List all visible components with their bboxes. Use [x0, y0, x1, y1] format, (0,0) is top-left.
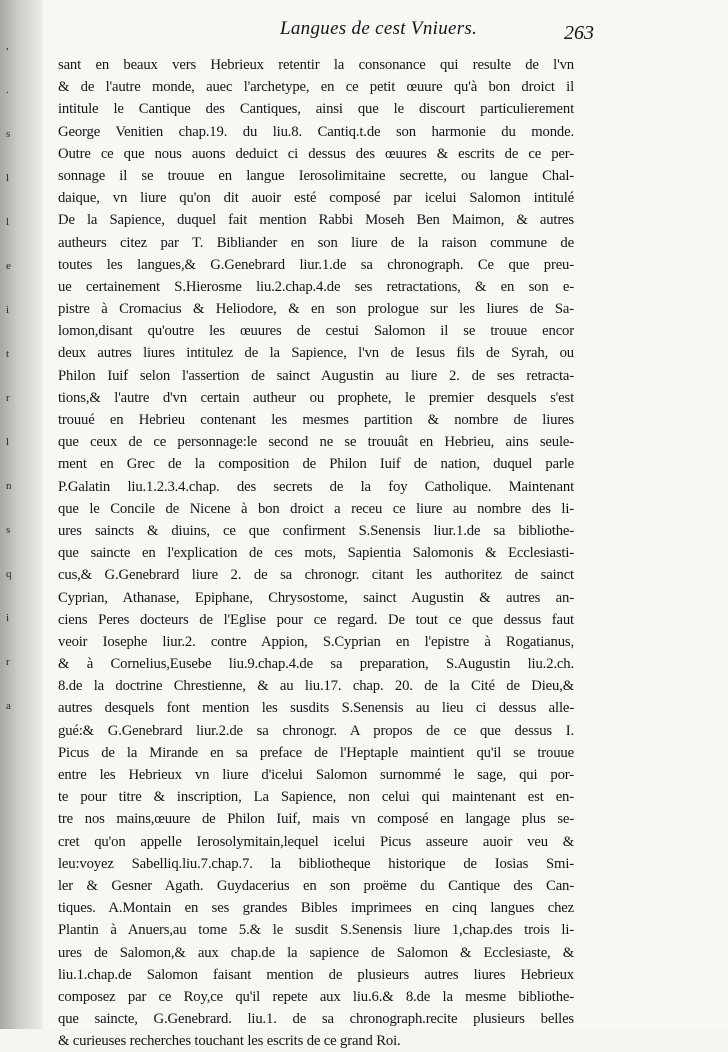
- text-line: [58, 209, 574, 231]
- text-line: [58, 853, 574, 875]
- text-line-content: daique, vn liure qu'on dit auoir esté composé par icelui Salomon intitulé: [58, 190, 574, 207]
- text-line-content: Outre ce que nous auons deduict ci dessus des œuures & escrits de ce per-: [58, 145, 574, 162]
- text-line: [58, 165, 574, 187]
- text-line: [58, 387, 574, 409]
- text-line: [58, 54, 574, 76]
- text-line-content: tre nos mains,œuure de Philon Iuif, mais vn composé en langage plus se-: [58, 811, 574, 828]
- text-line: [58, 831, 574, 853]
- gutter-mark: l: [6, 436, 10, 448]
- text-line-content: P.Galatin liu.1.2.3.4.chap. des secrets de la foy Catholique. Maintenant: [58, 478, 574, 495]
- text-line-content: Plantin à Anuers,au tome 5.& le susdit S.Senensis liure 1,chap.des trois li-: [58, 922, 574, 939]
- text-line: [58, 520, 574, 542]
- text-line: [58, 431, 574, 453]
- text-line-content: cus,& G.Genebrard liure 2. de sa chronogr. citant les authoritez de sainct: [58, 567, 574, 584]
- text-line: [58, 143, 574, 165]
- body-text: [58, 54, 574, 1052]
- text-line: [58, 232, 574, 254]
- text-line: [58, 342, 574, 364]
- text-line: [58, 1030, 574, 1052]
- text-line: [58, 564, 574, 586]
- gutter-mark: ,: [6, 40, 9, 52]
- text-line-content: veoir Iosephe liur.2. contre Appion, S.Cyprian en l'epistre à Rogatianus,: [58, 633, 574, 650]
- text-line-content: ler & Gesner Agath. Guydacerius en son proëme du Cantique des Can-: [58, 877, 574, 894]
- text-line-content: ue certainement S.Hierosme liu.2.chap.4.de ses retractations, & en son e-: [58, 278, 574, 295]
- text-line: [58, 631, 574, 653]
- text-line: [58, 365, 574, 387]
- text-line-content: De la Sapience, duquel fait mention Rabbi Moseh Ben Maimon, & autres: [58, 212, 574, 229]
- text-line-content: cret qu'on appelle Ierosolymitain,lequel icelui Picus asseure auoir veu &: [58, 833, 574, 850]
- text-line: [58, 919, 574, 941]
- binding-gutter: [0, 0, 42, 1029]
- text-line-content: & curieuses recherches touchant les escrits de ce grand Roi.: [58, 1033, 401, 1050]
- text-line-content: ures saincts & diuins, ce que confirment S.Senensis liur.1.de sa bibliothe-: [58, 522, 574, 539]
- text-line-content: 8.de la doctrine Chrestienne, & au liu.17. chap. 20. de la Cité de Dieu,&: [58, 678, 574, 695]
- text-line: [58, 409, 574, 431]
- text-line-content: ures de Salomon,& aux chap.de la sapience de Salomon & Ecclesiaste, &: [58, 944, 574, 961]
- text-line-content: Cyprian, Athanase, Epiphane, Chrysostome, sainct Augustin & autres an-: [58, 589, 574, 606]
- text-line: [58, 653, 574, 675]
- gutter-mark: e: [6, 260, 11, 272]
- text-line-content: liu.1.chap.de Salomon faisant mention de plusieurs autres liures Hebrieux: [58, 966, 574, 983]
- text-line-content: intitule le Cantique des Cantiques, ainsi que le discourt particulierement: [58, 101, 574, 118]
- gutter-mark: r: [6, 656, 10, 668]
- text-line: [58, 254, 574, 276]
- text-line-content: autheurs citez par T. Bibliander en son liure de la raison commune de: [58, 234, 574, 251]
- text-line: [58, 720, 574, 742]
- text-line-content: & à Cornelius,Eusebe liu.9.chap.4.de sa preparation, S.Augustin liu.2.ch.: [58, 656, 574, 673]
- running-head: Langues de cest Vniuers.: [280, 18, 478, 39]
- text-line: [58, 542, 574, 564]
- gutter-mark: t: [6, 348, 10, 360]
- text-line: [58, 298, 574, 320]
- text-line-content: Philon Iuif selon l'assertion de sainct Augustin au liure 2. de ses retracta-: [58, 367, 574, 384]
- text-line: [58, 875, 574, 897]
- gutter-mark: q: [6, 568, 12, 580]
- text-line-content: que saincte, G.Genebrard. liu.1. de sa chronograph.recite plusieurs belles: [58, 1011, 574, 1028]
- text-line-content: & de l'autre monde, auec l'archetype, en ce petit œuure qu'à bon droict il: [58, 79, 574, 96]
- text-line: [58, 609, 574, 631]
- text-line: [58, 697, 574, 719]
- text-line: [58, 498, 574, 520]
- text-line-content: tions,& l'autre d'vn certain autheur ou prophete, le premier desquels s'est: [58, 389, 574, 406]
- text-line: [58, 276, 574, 298]
- text-line-content: sant en beaux vers Hebrieux retentir la consonance qui resulte de l'vn: [58, 57, 574, 73]
- gutter-mark: r: [6, 392, 10, 404]
- text-line: [58, 187, 574, 209]
- text-line-content: que le Concile de Nicene à bon droict a receu ce liure au nombre des li-: [58, 500, 574, 517]
- text-line: [58, 476, 574, 498]
- text-line: [58, 453, 574, 475]
- text-line-content: George Venitien chap.19. du liu.8. Cantiq.t.de son harmonie du monde.: [58, 123, 574, 140]
- text-line-content: leu:voyez Sabelliq.liu.7.chap.7. la bibliotheque historique de Iosias Smi-: [58, 855, 574, 872]
- text-line-content: gué:& G.Genebrard liur.2.de sa chronogr. A propos de ce que dessus I.: [58, 722, 574, 739]
- gutter-mark: s: [6, 524, 11, 536]
- text-line-content: autres desquels font mention les susdits S.Senensis au lieu ci dessus alle-: [58, 700, 574, 717]
- text-line: [58, 742, 574, 764]
- text-line: [58, 675, 574, 697]
- text-line-content: Picus de la Mirande en sa preface de l'Heptaple maintient qu'il se trouue: [58, 744, 574, 761]
- text-line-content: que ceux de ce personnage:le second ne se trouuât en Hebrieu, ains seule-: [58, 434, 574, 451]
- text-line-content: lomon,disant qu'outre les œuures de cestui Salomon il se trouue encor: [58, 323, 574, 340]
- book-page: [44, 0, 728, 1050]
- text-line-content: composez par ce Roy,ce qu'il repete aux liu.6.& 8.de la mesme bibliothe-: [58, 988, 574, 1005]
- text-line: [58, 98, 574, 120]
- text-line: [58, 76, 574, 98]
- gutter-mark: i: [6, 304, 10, 316]
- gutter-mark: s: [6, 128, 11, 140]
- text-line-content: deux autres liures intitulez de la Sapience, l'vn de Iesus fils de Syrah, ou: [58, 345, 574, 362]
- text-line: [58, 587, 574, 609]
- text-line: [58, 808, 574, 830]
- text-line-content: toutes les langues,& G.Genebrard liur.1.de sa chronograph. Ce que preu-: [58, 256, 574, 273]
- text-line: [58, 1008, 574, 1030]
- text-line: [58, 786, 574, 808]
- text-line: [58, 121, 574, 143]
- page-number: 263: [564, 22, 594, 44]
- text-line: [58, 320, 574, 342]
- text-line-content: ment en Grec de la composition de Philon Iuif de nation, duquel parle: [58, 456, 574, 473]
- text-line-content: pistre à Cromacius & Heliodore, & en son prologue sur les liures de Sa-: [58, 301, 574, 318]
- gutter-mark: l: [6, 172, 10, 184]
- text-line-content: ciens Peres docteurs de l'Eglise pour ce regard. De tout ce que dessus faut: [58, 611, 574, 628]
- gutter-mark: .: [6, 84, 9, 96]
- gutter-mark: l: [6, 216, 10, 228]
- text-line: [58, 942, 574, 964]
- text-line-content: tiques. A.Montain en ses grandes Bibles imprimees en cinq langues chez: [58, 900, 574, 917]
- text-line-content: sonnage il se trouue en langue Ierosolimitaine secrette, ou langue Chal-: [58, 167, 574, 184]
- text-line: [58, 897, 574, 919]
- text-line: [58, 986, 574, 1008]
- text-line-content: que saincte en l'explication de ces mots, Sapientia Salomonis & Ecclesiasti-: [58, 545, 574, 562]
- text-line: [58, 964, 574, 986]
- gutter-mark: i: [6, 612, 10, 624]
- gutter-mark: a: [6, 700, 11, 712]
- text-line-content: trouué en Hebrieu contenant les mesmes partition & nombre de liures: [58, 412, 574, 428]
- text-line-content: te pour titre & inscription, La Sapience, non celui qui maintenant est en-: [58, 789, 574, 806]
- text-line-content: entre les Hebrieux vn liure d'icelui Salomon surnommé le sage, qui por-: [58, 767, 574, 783]
- gutter-mark: n: [6, 480, 12, 492]
- text-line: [58, 764, 574, 786]
